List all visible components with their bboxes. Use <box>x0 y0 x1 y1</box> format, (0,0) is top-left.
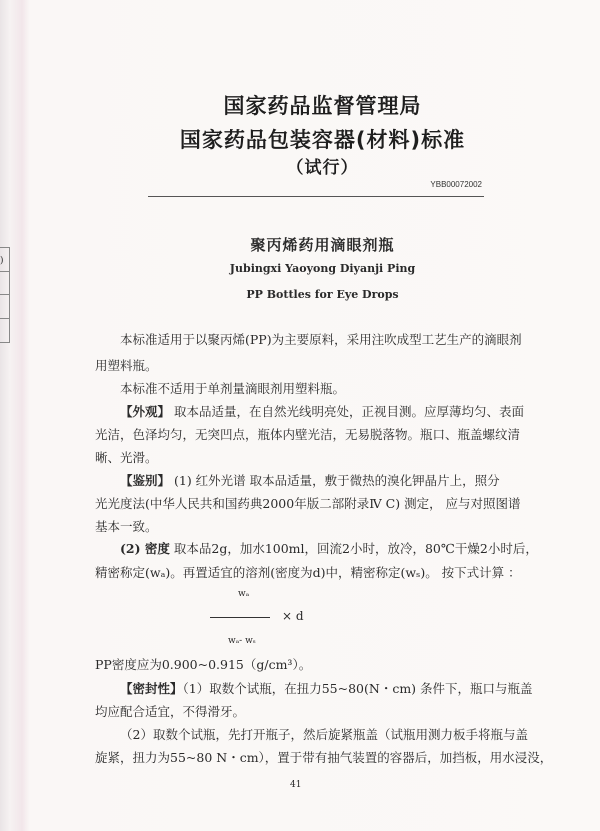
body-text: 取本品适量，在自然光线明亮处，正视目测。应厚薄均匀、表面 <box>170 404 524 419</box>
body-text: （2）取数个试瓶，先打开瓶子，然后旋紧瓶盖（试瓶用测力板手将瓶与盖 <box>120 727 528 742</box>
body-line <box>95 750 553 766</box>
body-text: 光光度法(中华人民共和国药典2000年版二部附录Ⅳ C) 测定， 应与对照图谱 <box>95 496 521 511</box>
title-line-1: 国家药品监督管理局 <box>223 94 422 118</box>
standard-code: YBB00072002 <box>430 180 482 189</box>
body-line <box>120 332 522 348</box>
fraction-bar <box>210 617 270 618</box>
body-line <box>95 358 483 374</box>
section-label: 【密封性】 <box>120 681 183 696</box>
title-line-2: 国家药品包装容器(材料)标准 <box>179 128 466 152</box>
formula-denominator: wₐ- wₛ <box>228 636 256 646</box>
body-line <box>120 381 483 397</box>
body-text: 旋紧，扭力为55~80 N・cm），置于带有抽气装置的容器后，加挡板，用水浸没， <box>95 750 553 765</box>
table-fragment-cell <box>0 271 10 295</box>
page-number: 41 <box>290 780 302 790</box>
table-fragment-cell <box>0 247 10 272</box>
body-line <box>120 473 500 489</box>
body-line <box>95 657 483 673</box>
table-fragment-cell <box>0 319 10 343</box>
body-line <box>95 565 521 581</box>
fragment-text: ) <box>0 256 4 266</box>
body-text: 本标准不适用于单剂量滴眼剂用塑料瓶。 <box>120 381 346 396</box>
section-label: (2) 密度 <box>120 541 170 556</box>
doc-title-en: PP Bottles for Eye Drops <box>246 288 399 301</box>
body-text: （1）取数个试瓶，在扭力55~80(N・cm) 条件下，瓶口与瓶盖 <box>182 681 533 696</box>
body-line <box>120 404 524 420</box>
formula-times-d: × d <box>282 609 304 623</box>
body-text: 光洁，色泽均匀，无突凹点，瓶体内壁光洁，无易脱落物。瓶口、瓶盖螺纹清 <box>95 427 521 442</box>
body-text: 均应配合适宜，不得滑牙。 <box>95 704 246 719</box>
doc-title-cn: 聚丙烯药用滴眼剂瓶 <box>250 236 395 254</box>
body-line <box>120 541 538 557</box>
body-line <box>95 450 483 466</box>
body-text: 本标准适用于以聚丙烯(PP)为主要原料，采用注吹成型工艺生产的滴眼剂 <box>120 332 522 347</box>
body-text: 基本一致。 <box>95 519 158 534</box>
table-fragment-cell <box>0 295 10 319</box>
body-text: (1) 红外光谱 取本品适量，敷于微热的溴化钾晶片上，照分 <box>170 473 500 488</box>
section-label: 【鉴别】 <box>120 473 171 488</box>
body-text: 精密称定(wₐ)。再置适宜的溶剂(密度为d)中，精密称定(wₛ)。 按下式计算 ： <box>95 565 521 580</box>
body-text: 取本品2g，加水100ml，回流2小时，放冷，80℃干燥2小时后， <box>169 541 538 556</box>
body-line <box>95 519 483 535</box>
section-label: 【外观】 <box>120 404 171 419</box>
body-text: 晰、光滑。 <box>95 450 158 465</box>
body-line <box>95 704 483 720</box>
body-line <box>95 427 521 443</box>
body-text: 用塑料瓶。 <box>95 358 158 373</box>
trial-label: （试行） <box>286 158 359 178</box>
header-rule <box>148 196 484 197</box>
body-line <box>95 496 521 512</box>
body-line <box>120 681 533 697</box>
doc-title-pinyin: Jubingxi Yaoyong Diyanji Ping <box>229 262 416 275</box>
formula-numerator: wₐ <box>238 589 250 599</box>
body-text: PP密度应为0.900~0.915（g/cm³）。 <box>95 657 312 672</box>
body-line <box>120 727 528 743</box>
